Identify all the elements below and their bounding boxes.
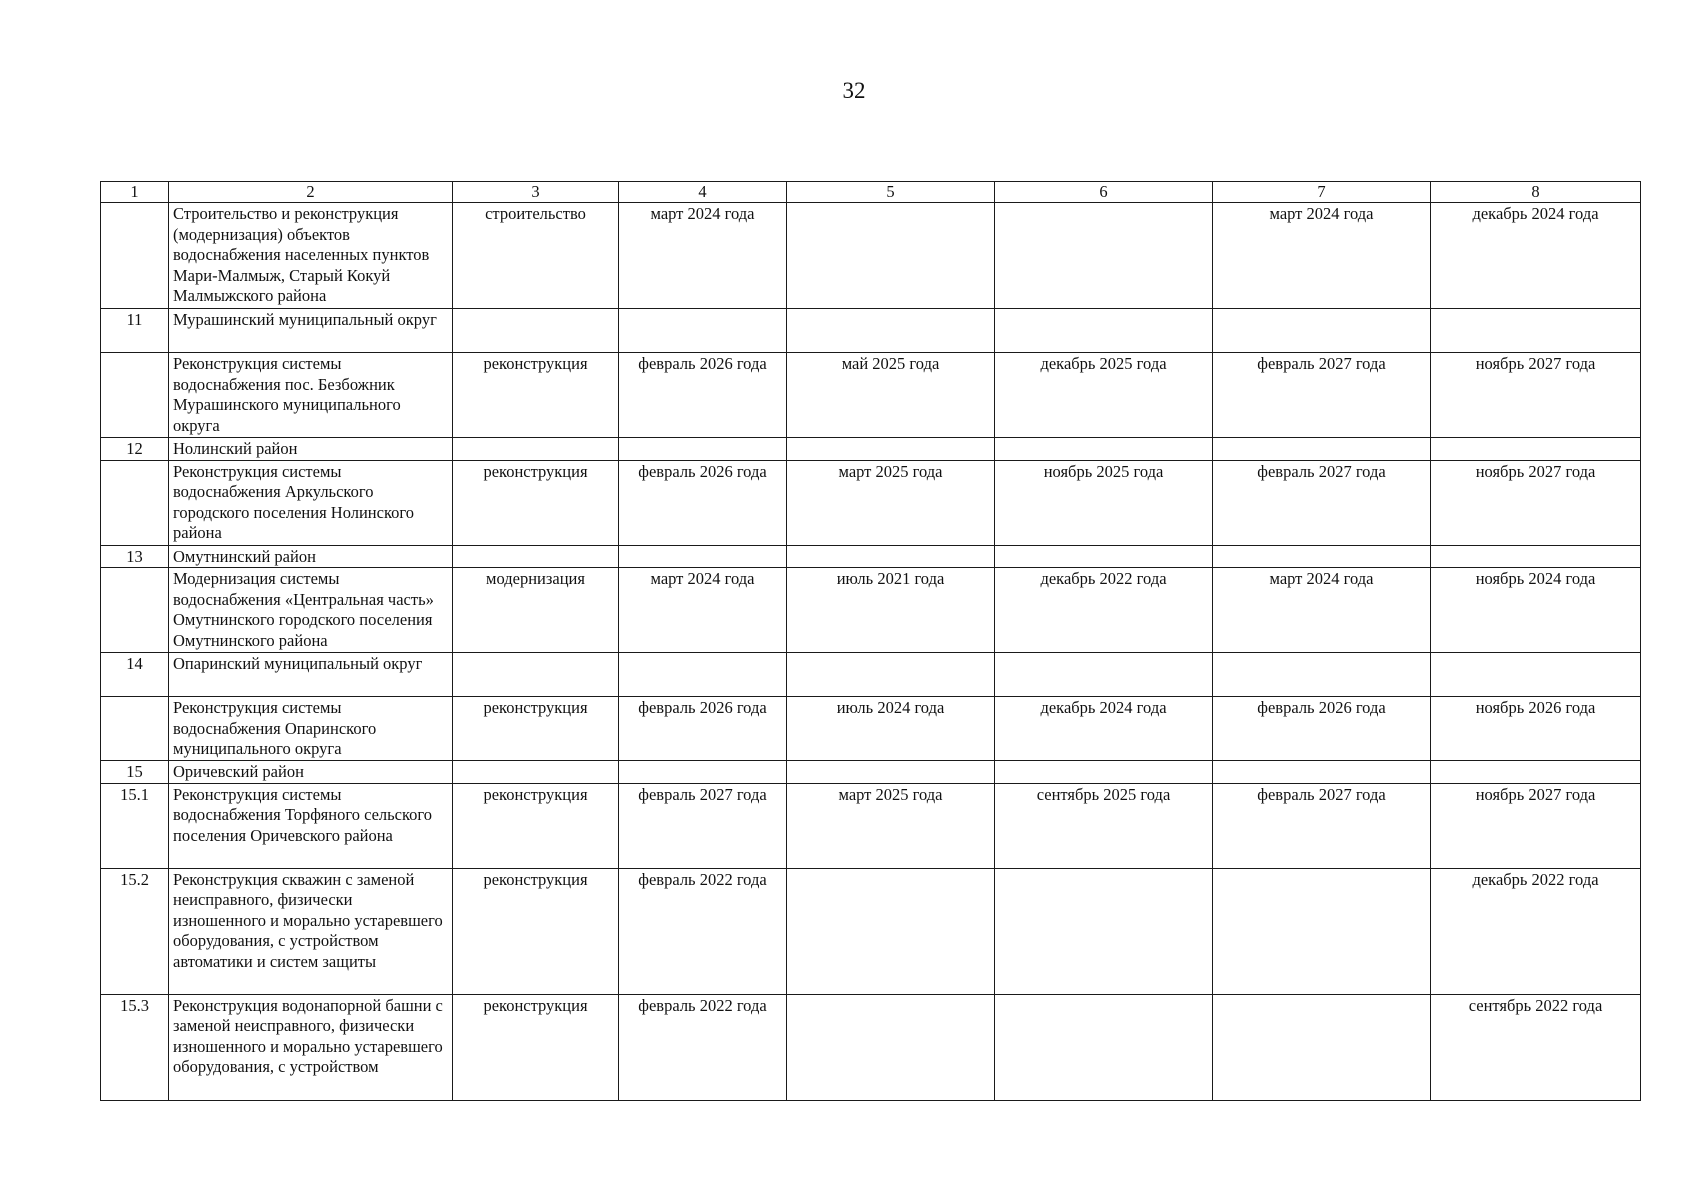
- column-7-value: [1213, 868, 1431, 994]
- column-7-value: [1213, 309, 1431, 353]
- table-row: [101, 761, 1641, 784]
- object-name: Реконструкция скважин с заменой неисправного, физически изношенного и морально устаревшего оборудования, с устройством автоматики и систем защиты: [169, 868, 453, 994]
- column-5-value: [787, 309, 995, 353]
- column-number: 1: [101, 182, 169, 203]
- work-type: строительство: [453, 203, 619, 309]
- column-5-value: март 2025 года: [787, 460, 995, 545]
- column-4-value: [619, 309, 787, 353]
- table-row: [101, 568, 1641, 653]
- column-5-value: [787, 653, 995, 697]
- work-type: [453, 309, 619, 353]
- row-number: 15.1: [101, 783, 169, 868]
- table-row: [101, 438, 1641, 461]
- column-number-row: [101, 182, 1641, 203]
- column-6-value: [995, 203, 1213, 309]
- column-4-value: [619, 438, 787, 461]
- work-type: реконструкция: [453, 994, 619, 1100]
- row-number: [101, 203, 169, 309]
- column-8-value: декабрь 2022 года: [1431, 868, 1641, 994]
- column-6-value: [995, 309, 1213, 353]
- object-name: Опаринский муниципальный округ: [169, 653, 453, 697]
- table-row: [101, 868, 1641, 994]
- column-7-value: март 2024 года: [1213, 203, 1431, 309]
- column-8-value: [1431, 309, 1641, 353]
- column-4-value: февраль 2027 года: [619, 783, 787, 868]
- column-6-value: [995, 438, 1213, 461]
- column-5-value: [787, 438, 995, 461]
- object-name: Нолинский район: [169, 438, 453, 461]
- column-7-value: март 2024 года: [1213, 568, 1431, 653]
- column-8-value: ноябрь 2024 года: [1431, 568, 1641, 653]
- table-row: [101, 545, 1641, 568]
- table-row: [101, 994, 1641, 1100]
- column-5-value: [787, 203, 995, 309]
- column-5-value: июль 2024 года: [787, 697, 995, 761]
- column-5-value: [787, 994, 995, 1100]
- work-type: реконструкция: [453, 460, 619, 545]
- table-row: [101, 203, 1641, 309]
- table-row: [101, 653, 1641, 697]
- column-8-value: ноябрь 2027 года: [1431, 353, 1641, 438]
- table-row: [101, 697, 1641, 761]
- column-6-value: [995, 653, 1213, 697]
- column-5-value: [787, 545, 995, 568]
- column-7-value: [1213, 438, 1431, 461]
- work-type: [453, 545, 619, 568]
- column-8-value: декабрь 2024 года: [1431, 203, 1641, 309]
- row-number: 15.3: [101, 994, 169, 1100]
- row-number: 13: [101, 545, 169, 568]
- column-5-value: [787, 761, 995, 784]
- column-7-value: февраль 2027 года: [1213, 353, 1431, 438]
- row-number: [101, 697, 169, 761]
- column-4-value: февраль 2026 года: [619, 697, 787, 761]
- column-8-value: [1431, 761, 1641, 784]
- object-name: Реконструкция водонапорной башни с заменой неисправного, физически изношенного и морально устаревшего оборудования, с устройством: [169, 994, 453, 1100]
- column-number: 3: [453, 182, 619, 203]
- column-8-value: [1431, 653, 1641, 697]
- object-name: Строительство и реконструкция (модернизация) объектов водоснабжения населенных пунктов Мари-Малмыж, Старый Кокуй Малмыжского района: [169, 203, 453, 309]
- column-4-value: февраль 2022 года: [619, 994, 787, 1100]
- column-4-value: март 2024 года: [619, 568, 787, 653]
- column-6-value: сентябрь 2025 года: [995, 783, 1213, 868]
- object-name: Оричевский район: [169, 761, 453, 784]
- column-6-value: [995, 994, 1213, 1100]
- table-row: [101, 309, 1641, 353]
- table-row: [101, 460, 1641, 545]
- column-4-value: [619, 761, 787, 784]
- work-type: модернизация: [453, 568, 619, 653]
- row-number: 14: [101, 653, 169, 697]
- column-8-value: ноябрь 2027 года: [1431, 783, 1641, 868]
- object-name: Модернизация системы водоснабжения «Центральная часть» Омутнинского городского поселения Омутнинского района: [169, 568, 453, 653]
- work-type: [453, 653, 619, 697]
- work-type: [453, 438, 619, 461]
- column-6-value: [995, 545, 1213, 568]
- object-name: Мурашинский муниципальный округ: [169, 309, 453, 353]
- object-name: Реконструкция системы водоснабжения пос. Безбожник Мурашинского муниципального округа: [169, 353, 453, 438]
- object-name: Реконструкция системы водоснабжения Аркульского городского поселения Нолинского района: [169, 460, 453, 545]
- column-6-value: декабрь 2024 года: [995, 697, 1213, 761]
- object-name: Омутнинский район: [169, 545, 453, 568]
- column-6-value: [995, 868, 1213, 994]
- column-6-value: декабрь 2022 года: [995, 568, 1213, 653]
- column-5-value: май 2025 года: [787, 353, 995, 438]
- column-8-value: [1431, 545, 1641, 568]
- schedule-table: [100, 181, 1641, 1101]
- column-5-value: [787, 868, 995, 994]
- column-4-value: [619, 653, 787, 697]
- row-number: 15.2: [101, 868, 169, 994]
- row-number: [101, 568, 169, 653]
- row-number: [101, 460, 169, 545]
- work-type: [453, 761, 619, 784]
- column-number: 5: [787, 182, 995, 203]
- work-type: реконструкция: [453, 783, 619, 868]
- column-7-value: [1213, 653, 1431, 697]
- column-number: 6: [995, 182, 1213, 203]
- row-number: 11: [101, 309, 169, 353]
- row-number: [101, 353, 169, 438]
- column-number: 7: [1213, 182, 1431, 203]
- object-name: Реконструкция системы водоснабжения Опаринского муниципального округа: [169, 697, 453, 761]
- column-4-value: февраль 2026 года: [619, 460, 787, 545]
- work-type: реконструкция: [453, 353, 619, 438]
- table-row: [101, 353, 1641, 438]
- column-7-value: февраль 2027 года: [1213, 460, 1431, 545]
- column-6-value: [995, 761, 1213, 784]
- column-7-value: февраль 2026 года: [1213, 697, 1431, 761]
- row-number: 15: [101, 761, 169, 784]
- column-8-value: ноябрь 2027 года: [1431, 460, 1641, 545]
- column-6-value: декабрь 2025 года: [995, 353, 1213, 438]
- column-4-value: [619, 545, 787, 568]
- column-6-value: ноябрь 2025 года: [995, 460, 1213, 545]
- row-number: 12: [101, 438, 169, 461]
- column-8-value: [1431, 438, 1641, 461]
- column-7-value: [1213, 761, 1431, 784]
- column-7-value: февраль 2027 года: [1213, 783, 1431, 868]
- column-number: 4: [619, 182, 787, 203]
- table-row: [101, 783, 1641, 868]
- column-4-value: март 2024 года: [619, 203, 787, 309]
- column-number: 2: [169, 182, 453, 203]
- column-7-value: [1213, 994, 1431, 1100]
- column-4-value: февраль 2026 года: [619, 353, 787, 438]
- page-number: 32: [842, 78, 866, 103]
- column-number: 8: [1431, 182, 1641, 203]
- column-4-value: февраль 2022 года: [619, 868, 787, 994]
- object-name: Реконструкция системы водоснабжения Торфяного сельского поселения Оричевского района: [169, 783, 453, 868]
- column-5-value: июль 2021 года: [787, 568, 995, 653]
- column-8-value: сентябрь 2022 года: [1431, 994, 1641, 1100]
- work-type: реконструкция: [453, 697, 619, 761]
- work-type: реконструкция: [453, 868, 619, 994]
- column-5-value: март 2025 года: [787, 783, 995, 868]
- column-8-value: ноябрь 2026 года: [1431, 697, 1641, 761]
- column-7-value: [1213, 545, 1431, 568]
